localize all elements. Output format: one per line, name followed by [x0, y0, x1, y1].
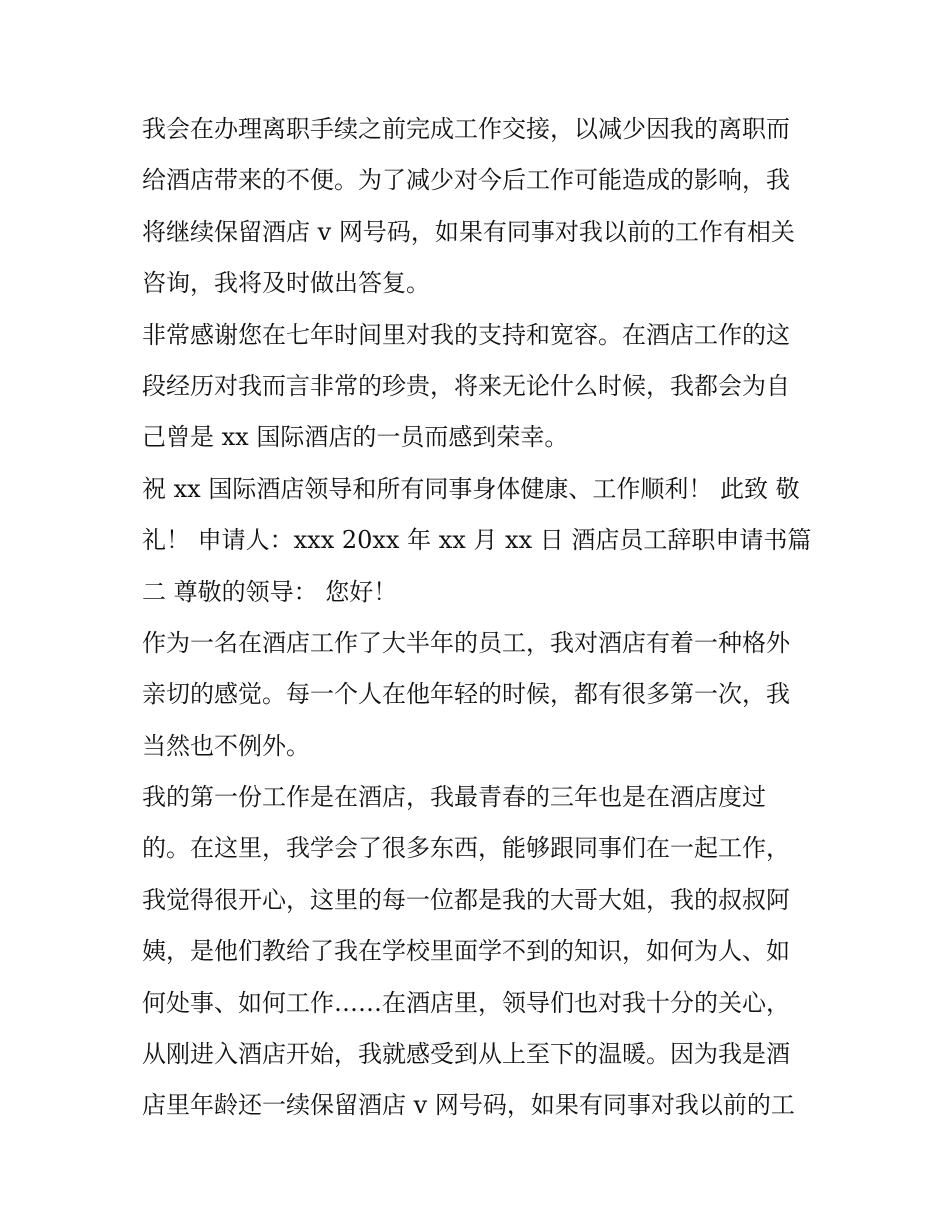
text-line: 何处事、如何工作……在酒店里，领导们也对我十分的关心，: [142, 988, 790, 1017]
text-line: 段经历对我而言非常的珍贵，将来无论什么时候，我都会为自: [142, 371, 790, 400]
text-line: 从刚进入酒店开始，我就感受到从上至下的温暖。因为我是酒: [142, 1040, 790, 1069]
text-line: 我会在办理离职手续之前完成工作交接，以减少因我的离职而: [142, 115, 790, 143]
text-line: 非常感谢您在七年时间里对我的支持和宽容。在酒店工作的这: [142, 320, 790, 349]
text-line: 我觉得很开心，这里的每一位都是我的大哥大姐，我的叔叔阿: [142, 885, 790, 914]
text-line: 店里年龄还一续保留酒店 v 网号码，如果有同事对我以前的工: [142, 1091, 795, 1120]
text-line: 作为一名在酒店工作了大半年的员工，我对酒店有着一种格外: [142, 628, 790, 657]
text-line: 礼！ 申请人：xxx 20xx 年 xx 月 xx 日 酒店员工辞职申请书篇: [142, 526, 812, 555]
text-line: 我的第一份工作是在酒店，我最青春的三年也是在酒店度过: [142, 783, 766, 812]
text-line: 祝 xx 国际酒店领导和所有同事身体健康、工作顺利！ 此致 敬: [142, 474, 800, 503]
text-line: 咨询，我将及时做出答复。: [142, 269, 430, 298]
text-line: 亲切的感觉。每一个人在他年轻的时候，都有很多第一次，我: [142, 680, 790, 709]
document-body: [142, 104, 814, 1132]
text-line: 二 尊敬的领导： 您好！: [142, 577, 398, 606]
text-line: 将继续保留酒店 v 网号码，如果有同事对我以前的工作有相关: [142, 217, 795, 246]
text-line: 当然也不例外。: [142, 731, 310, 760]
text-line: 姨，是他们教给了我在学校里面学不到的知识，如何为人、如: [142, 937, 790, 966]
text-line: 己曾是 xx 国际酒店的一员而感到荣幸。: [142, 423, 569, 452]
text-line: 给酒店带来的不便。为了减少对今后工作可能造成的影响，我: [142, 166, 790, 195]
text-line: 的。在这里，我学会了很多东西，能够跟同事们在一起工作，: [142, 834, 790, 863]
